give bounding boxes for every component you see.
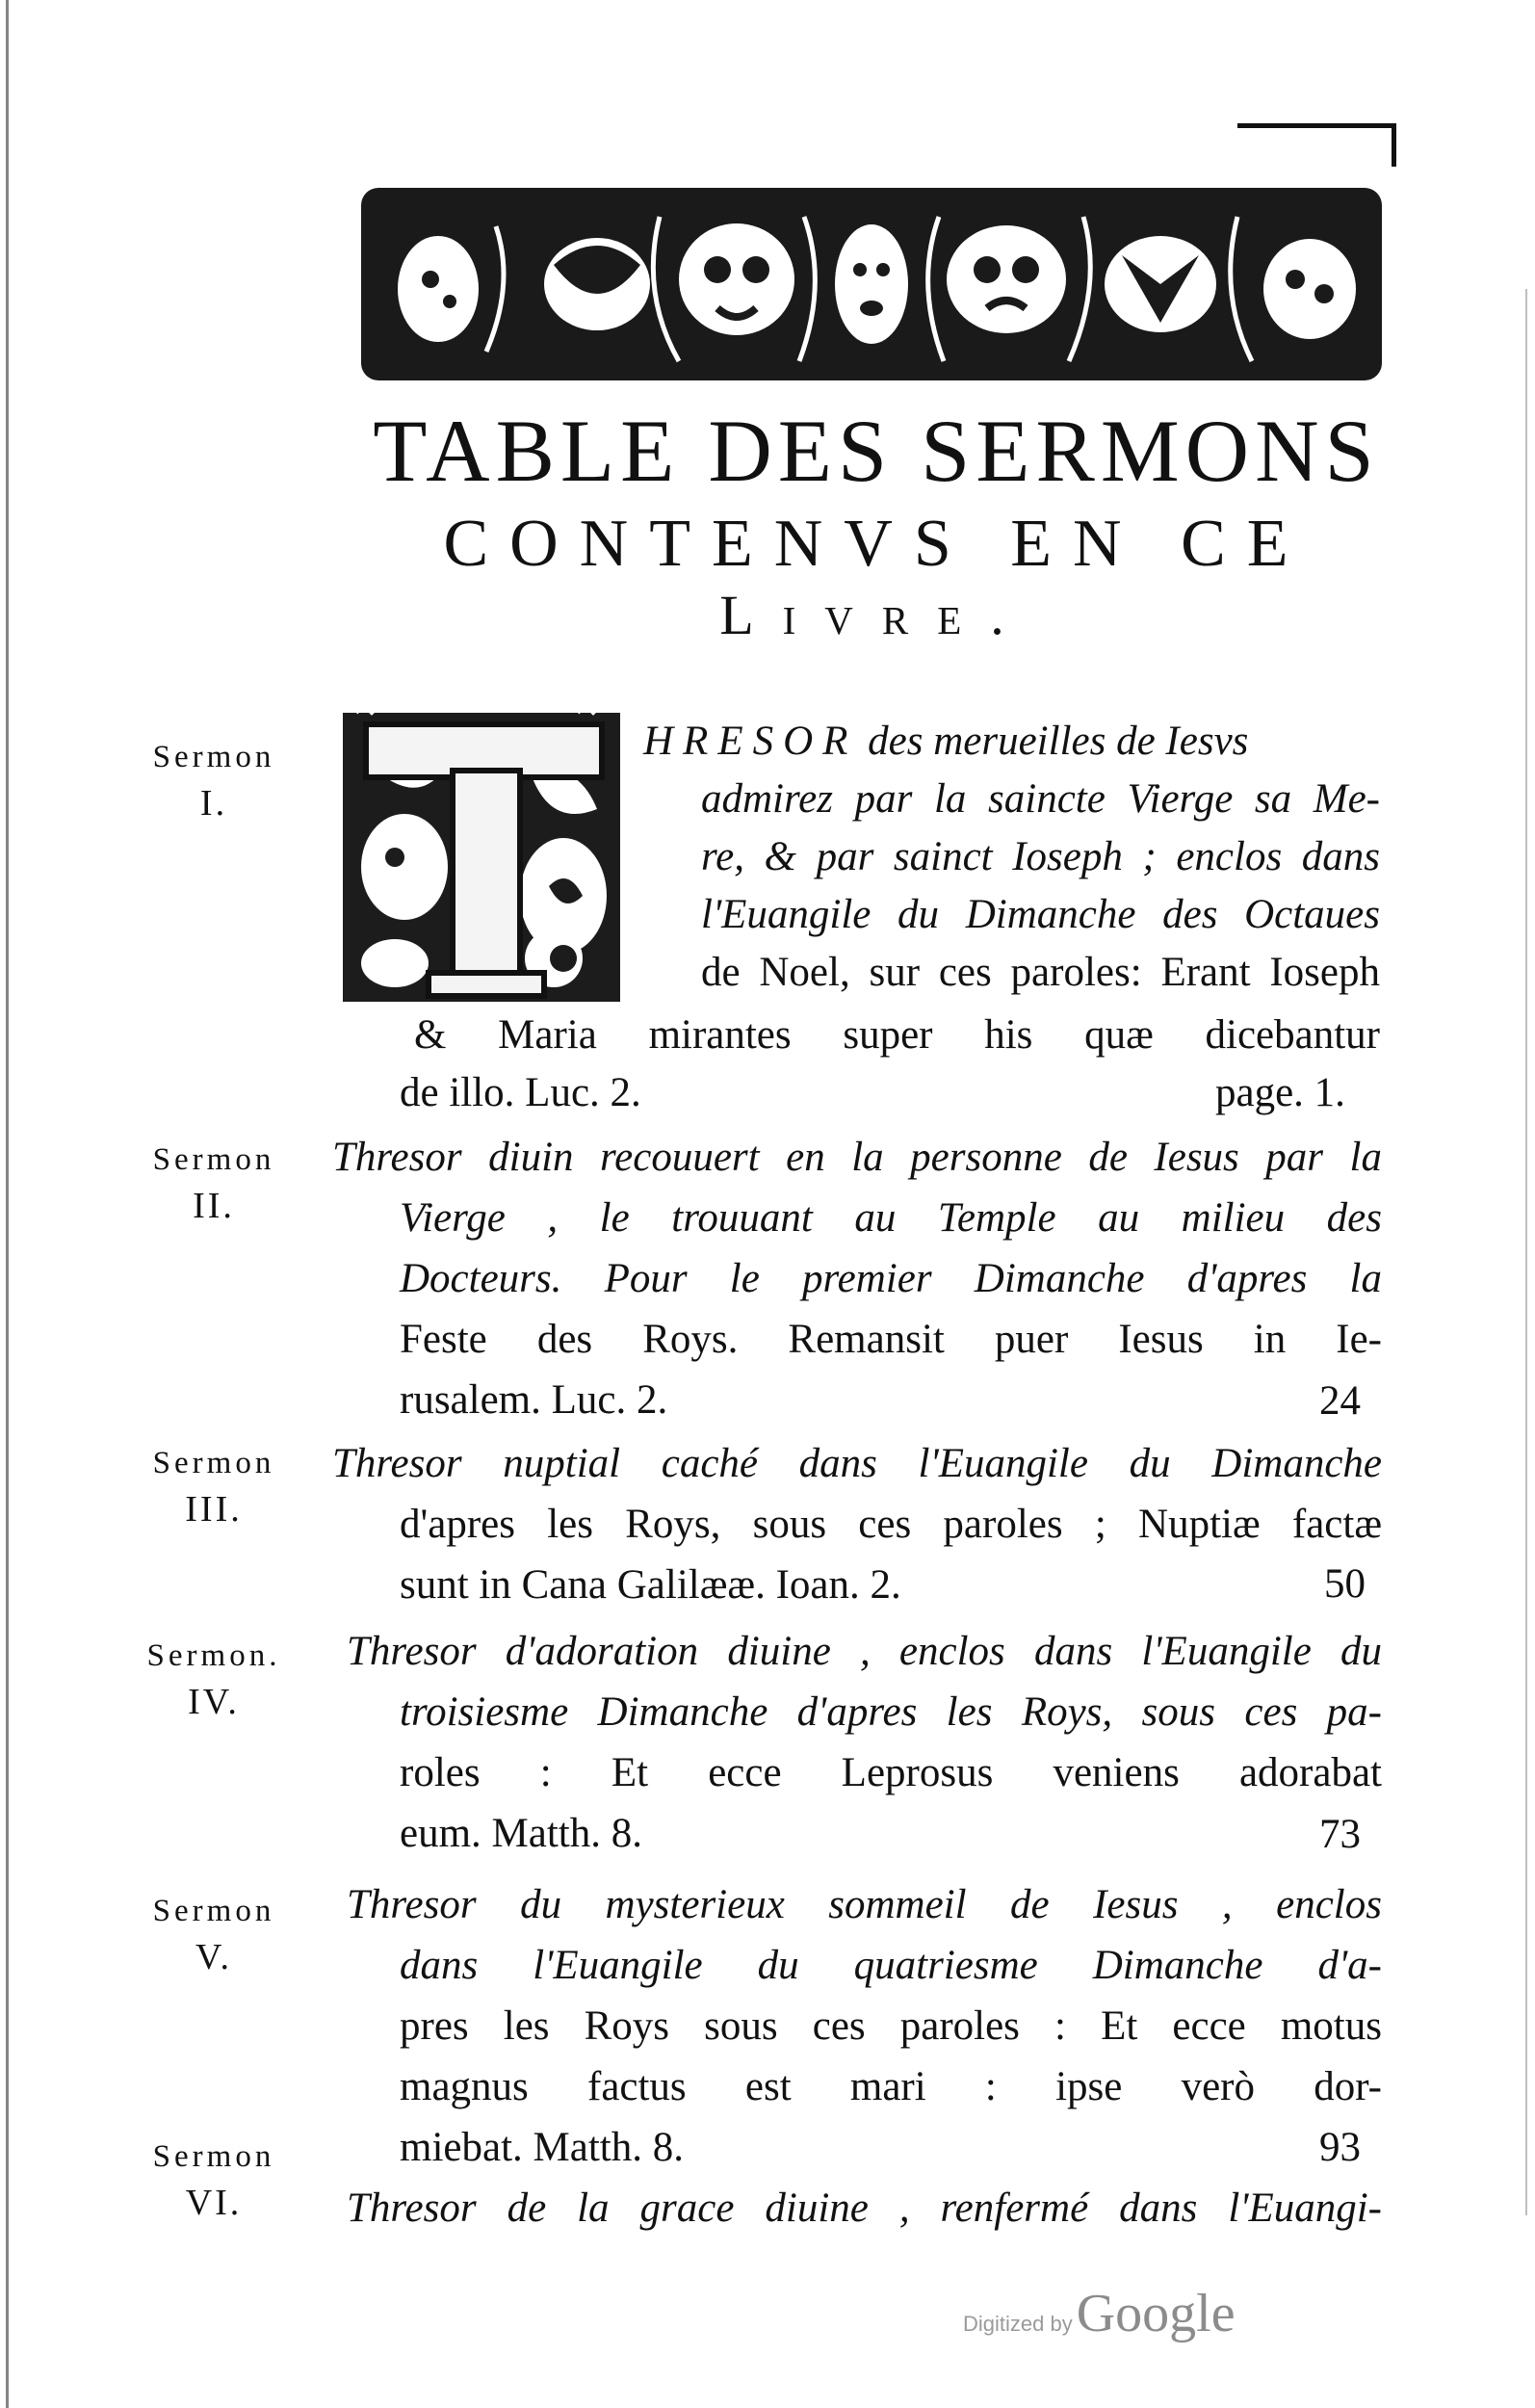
sermon-4-line-1: Thresor d'adoration diuine , enclos dans l'Euangile du <box>347 1629 1382 1674</box>
sermon-word: Sermon <box>152 2139 275 2174</box>
sermon-6-line-1: Thresor de la grace diuine , renfermé dans l'Euangi- <box>347 2186 1382 2231</box>
sermon-4-line-3: roles : Et ecce Leprosus veniens adorabat <box>400 1750 1382 1795</box>
sermon-3-line-1: Thresor nuptial caché dans l'Euangile du Dimanche <box>332 1441 1382 1486</box>
sermon-word: Sermon. <box>146 1638 281 1673</box>
sermon-word: Sermon <box>152 1446 275 1480</box>
digitized-by-watermark <box>963 2283 1236 2344</box>
sermon-label-4 <box>117 1633 310 1725</box>
sermon-label-3 <box>117 1440 310 1532</box>
sermon-2-page: 24 <box>1319 1378 1361 1424</box>
sermon-1-line-4: l'Euangile du Dimanche des Octaues <box>701 892 1380 937</box>
watermark-prefix: Digitized by <box>963 2312 1073 2336</box>
sermon-word: Sermon <box>152 740 275 774</box>
sermon-label-6 <box>117 2133 310 2226</box>
page-title: TABLE DES SERMONS <box>373 402 1380 500</box>
google-wordmark: Google <box>1076 2284 1236 2343</box>
sermon-5-line-4: magnus factus est mari : ipse verò dor- <box>400 2064 1382 2109</box>
sermon-4-line-2: troisiesme Dimanche d'apres les Roys, sous ces pa- <box>400 1689 1382 1735</box>
scan-edge-left <box>6 0 9 2408</box>
sermon-word: Sermon <box>152 1894 275 1928</box>
sermon-5-line-2: dans l'Euangile du quatriesme Dimanche d'a- <box>400 1943 1382 1988</box>
sermon-label-2 <box>117 1137 310 1229</box>
sermon-number: III. <box>185 1489 243 1530</box>
sermon-2-line-2: Vierge , le trouuant au Temple au milieu des <box>400 1195 1382 1241</box>
sermon-number: VI. <box>185 2183 243 2223</box>
sermon-number: I. <box>199 783 228 824</box>
sermon-1-line-7: de illo. Luc. 2. <box>400 1070 641 1115</box>
sermon-2-line-1: Thresor diuin recouuert en la personne de Iesus par la <box>332 1135 1382 1180</box>
sermon-3-page: 50 <box>1324 1561 1366 1607</box>
sermon-label-1 <box>117 734 310 826</box>
sermon-5-line-5: miebat. Matth. 8. <box>400 2125 684 2170</box>
opening-word: HRESOR <box>643 719 858 764</box>
sermon-2-line-3: Docteurs. Pour le premier Dimanche d'apres la <box>400 1256 1382 1301</box>
sermon-word: Sermon <box>152 1142 275 1177</box>
decorated-initial-t <box>337 703 626 1007</box>
sermon-4-page: 73 <box>1319 1812 1361 1857</box>
sermon-label-5 <box>117 1888 310 1980</box>
sermon-number: IV. <box>188 1682 240 1722</box>
sermon-number: II. <box>193 1186 235 1226</box>
sermon-1-line-5: de Noel, sur ces paroles: Erant Ioseph <box>701 950 1380 995</box>
sermon-1-line-2: admirez par la saincte Vierge sa Me- <box>701 776 1380 822</box>
sermon-2-line-5: rusalem. Luc. 2. <box>400 1377 668 1423</box>
woodcut-headpiece-ornament <box>361 188 1382 380</box>
sermon-5-line-3: pres les Roys sous ces paroles : Et ecce motus <box>400 2003 1382 2049</box>
printer-corner-mark <box>1237 123 1396 167</box>
sermon-1-page: page. 1. <box>1215 1070 1345 1115</box>
sermon-3-line-3: sunt in Cana Galilææ. Ioan. 2. <box>400 1562 901 1608</box>
text-line: des merueilles de Iesvs <box>868 719 1249 764</box>
sermon-5-line-1: Thresor du mysterieux sommeil de Iesus , enclos <box>347 1882 1382 1927</box>
scan-edge-right <box>1525 289 1527 2215</box>
sermon-1-line-6: & Maria mirantes super his quæ dicebantur <box>414 1012 1380 1058</box>
page-subtitle-livre: Livre. <box>719 584 1033 646</box>
sermon-1-line-1 <box>643 713 1380 771</box>
sermon-3-line-2: d'apres les Roys, sous ces paroles ; Nuptiæ factæ <box>400 1502 1382 1547</box>
page-subtitle: CONTENVS EN CE <box>443 507 1310 581</box>
sermon-1-line-3: re, & par sainct Ioseph ; enclos dans <box>701 834 1380 879</box>
sermon-number: V. <box>195 1937 233 1977</box>
sermon-2-line-4: Feste des Roys. Remansit puer Iesus in Ie- <box>400 1317 1382 1362</box>
sermon-5-page: 93 <box>1319 2125 1361 2170</box>
sermon-4-line-4: eum. Matth. 8. <box>400 1811 642 1856</box>
